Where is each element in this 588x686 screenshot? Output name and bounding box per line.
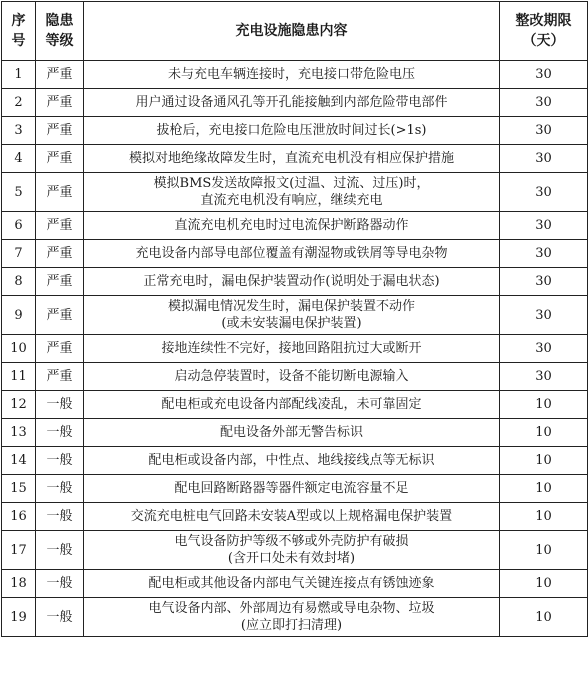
row-days: 30	[500, 268, 588, 296]
row-content: 接地连续性不完好，接地回路阻抗过大或断开	[84, 335, 500, 363]
row-days: 30	[500, 117, 588, 145]
row-level: 严重	[36, 268, 84, 296]
row-days: 10	[500, 570, 588, 598]
header-days: 整改期限 （天）	[500, 2, 588, 61]
table-row	[2, 89, 588, 117]
row-no: 4	[2, 145, 36, 173]
row-level: 一般	[36, 419, 84, 447]
table-row	[2, 117, 588, 145]
row-level: 严重	[36, 296, 84, 335]
table-row	[2, 145, 588, 173]
table-row	[2, 173, 588, 212]
row-days: 30	[500, 335, 588, 363]
row-content: 启动急停装置时，设备不能切断电源输入	[84, 363, 500, 391]
row-no: 3	[2, 117, 36, 145]
row-no: 9	[2, 296, 36, 335]
row-content: 直流充电机充电时过电流保护断路器动作	[84, 212, 500, 240]
row-days: 30	[500, 173, 588, 212]
row-level: 一般	[36, 598, 84, 637]
header-level: 隐患 等级	[36, 2, 84, 61]
table-row	[2, 268, 588, 296]
row-days: 30	[500, 89, 588, 117]
table-row	[2, 447, 588, 475]
header-content: 充电设施隐患内容	[84, 2, 500, 61]
row-content: 充电设备内部导电部位覆盖有潮湿物或铁屑等导电杂物	[84, 240, 500, 268]
row-level: 严重	[36, 363, 84, 391]
row-content: 配电柜或充电设备内部配线凌乱，未可靠固定	[84, 391, 500, 419]
row-days: 30	[500, 363, 588, 391]
row-level: 一般	[36, 570, 84, 598]
row-days: 10	[500, 419, 588, 447]
row-days: 30	[500, 296, 588, 335]
row-days: 10	[500, 598, 588, 637]
table-row	[2, 296, 588, 335]
row-level: 严重	[36, 212, 84, 240]
row-content: 模拟BMS发送故障报文(过温、过流、过压)时， 直流充电机没有响应，继续充电	[84, 173, 500, 212]
row-level: 严重	[36, 61, 84, 89]
row-level: 严重	[36, 145, 84, 173]
row-days: 10	[500, 475, 588, 503]
row-days: 30	[500, 240, 588, 268]
row-level: 严重	[36, 173, 84, 212]
row-days: 30	[500, 145, 588, 173]
row-days: 10	[500, 503, 588, 531]
row-no: 12	[2, 391, 36, 419]
table-row	[2, 419, 588, 447]
row-content: 配电柜或其他设备内部电气关键连接点有锈蚀迹象	[84, 570, 500, 598]
table-row	[2, 240, 588, 268]
row-no: 13	[2, 419, 36, 447]
row-no: 18	[2, 570, 36, 598]
row-content: 拔枪后，充电接口危险电压泄放时间过长(>1s)	[84, 117, 500, 145]
row-no: 16	[2, 503, 36, 531]
header-row	[2, 2, 588, 61]
row-no: 14	[2, 447, 36, 475]
table-row	[2, 335, 588, 363]
row-content: 用户通过设备通风孔等开孔能接触到内部危险带电部件	[84, 89, 500, 117]
row-content: 未与充电车辆连接时，充电接口带危险电压	[84, 61, 500, 89]
row-no: 7	[2, 240, 36, 268]
row-level: 一般	[36, 391, 84, 419]
table-row	[2, 212, 588, 240]
row-days: 10	[500, 447, 588, 475]
row-days: 30	[500, 61, 588, 89]
table-row	[2, 503, 588, 531]
row-content: 正常充电时，漏电保护装置动作(说明处于漏电状态)	[84, 268, 500, 296]
row-content: 配电设备外部无警告标识	[84, 419, 500, 447]
table-row	[2, 598, 588, 637]
row-content: 模拟漏电情况发生时，漏电保护装置不动作 (或未安装漏电保护装置)	[84, 296, 500, 335]
row-content: 电气设备内部、外部周边有易燃或导电杂物、垃圾 (应立即打扫清理)	[84, 598, 500, 637]
header-no: 序 号	[2, 2, 36, 61]
row-no: 8	[2, 268, 36, 296]
row-level: 严重	[36, 89, 84, 117]
table-row	[2, 475, 588, 503]
row-no: 11	[2, 363, 36, 391]
row-level: 严重	[36, 240, 84, 268]
row-level: 严重	[36, 117, 84, 145]
row-no: 19	[2, 598, 36, 637]
hazard-table	[1, 1, 588, 637]
row-no: 15	[2, 475, 36, 503]
row-content: 电气设备防护等级不够或外壳防护有破损 (含开口处未有效封堵)	[84, 531, 500, 570]
row-no: 17	[2, 531, 36, 570]
table-row	[2, 531, 588, 570]
row-days: 10	[500, 391, 588, 419]
row-level: 严重	[36, 335, 84, 363]
row-days: 10	[500, 531, 588, 570]
row-content: 配电柜或设备内部，中性点、地线接线点等无标识	[84, 447, 500, 475]
row-no: 1	[2, 61, 36, 89]
row-level: 一般	[36, 531, 84, 570]
table-row	[2, 391, 588, 419]
row-no: 10	[2, 335, 36, 363]
row-content: 模拟对地绝缘故障发生时，直流充电机没有相应保护措施	[84, 145, 500, 173]
table-row	[2, 570, 588, 598]
table-row	[2, 61, 588, 89]
row-days: 30	[500, 212, 588, 240]
row-no: 5	[2, 173, 36, 212]
row-no: 6	[2, 212, 36, 240]
row-level: 一般	[36, 447, 84, 475]
table-row	[2, 363, 588, 391]
row-content: 交流充电桩电气回路未安装A型或以上规格漏电保护装置	[84, 503, 500, 531]
row-level: 一般	[36, 503, 84, 531]
row-no: 2	[2, 89, 36, 117]
row-level: 一般	[36, 475, 84, 503]
row-content: 配电回路断路器等器件额定电流容量不足	[84, 475, 500, 503]
